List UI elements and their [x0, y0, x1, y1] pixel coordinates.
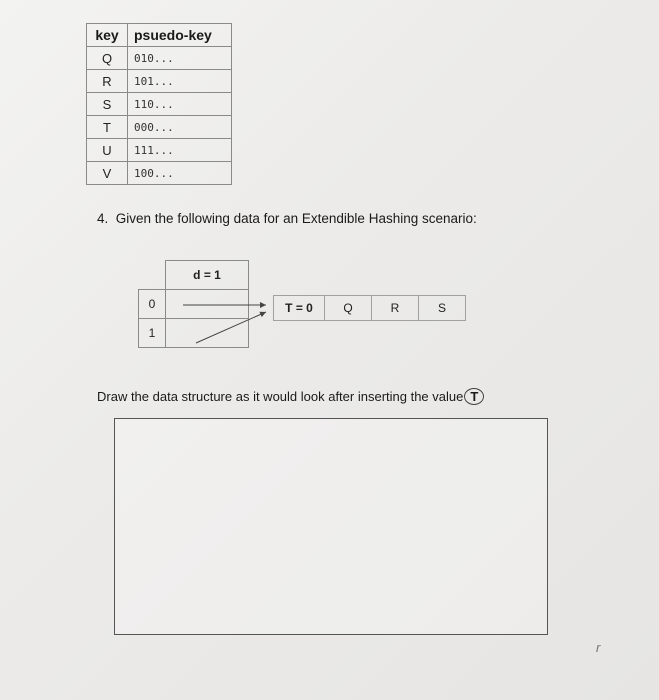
instruction-text	[97, 388, 484, 405]
pseudo-key-cell: 111...	[128, 139, 232, 162]
table-row	[87, 93, 232, 116]
directory-row	[139, 290, 249, 319]
hash-bucket	[273, 295, 466, 321]
directory-index: 1	[139, 319, 166, 348]
key-cell: Q	[87, 47, 128, 70]
bucket-slot: S	[419, 296, 466, 321]
bucket-slot: R	[372, 296, 419, 321]
directory-pointer-cell	[166, 290, 249, 319]
table-row	[87, 116, 232, 139]
key-cell: S	[87, 93, 128, 116]
pseudo-key-cell: 110...	[128, 93, 232, 116]
directory-index: 0	[139, 290, 166, 319]
table-row	[87, 162, 232, 185]
table-row	[87, 139, 232, 162]
directory-corner	[139, 261, 166, 290]
bucket-slot: Q	[325, 296, 372, 321]
pseudo-key-cell: 101...	[128, 70, 232, 93]
key-pseudokey-table	[86, 23, 232, 185]
instruction-body: Draw the data structure as it would look after inserting the value	[97, 389, 464, 404]
global-depth-label: d = 1	[166, 261, 249, 290]
answer-drawing-box[interactable]	[114, 418, 548, 635]
table-row	[87, 47, 232, 70]
pseudo-key-cell: 100...	[128, 162, 232, 185]
circled-value: T	[464, 388, 484, 405]
key-cell: U	[87, 139, 128, 162]
directory-row	[139, 319, 249, 348]
header-pseudo-key: psuedo-key	[128, 24, 232, 47]
key-cell: R	[87, 70, 128, 93]
bucket-row	[274, 296, 466, 321]
directory-pointer-cell	[166, 319, 249, 348]
table-header-row	[87, 24, 232, 47]
question-number: 4.	[97, 211, 109, 226]
key-cell: T	[87, 116, 128, 139]
question-body: Given the following data for an Extendible Hashing scenario:	[115, 211, 477, 226]
table-row	[87, 70, 232, 93]
stray-pen-mark: r	[596, 640, 601, 655]
key-cell: V	[87, 162, 128, 185]
local-depth-label: T = 0	[274, 296, 325, 321]
pseudo-key-cell: 010...	[128, 47, 232, 70]
pseudo-key-cell: 000...	[128, 116, 232, 139]
directory-header-row	[139, 261, 249, 290]
question-text	[97, 211, 477, 226]
directory-diagram	[138, 260, 249, 348]
header-key: key	[87, 24, 128, 47]
